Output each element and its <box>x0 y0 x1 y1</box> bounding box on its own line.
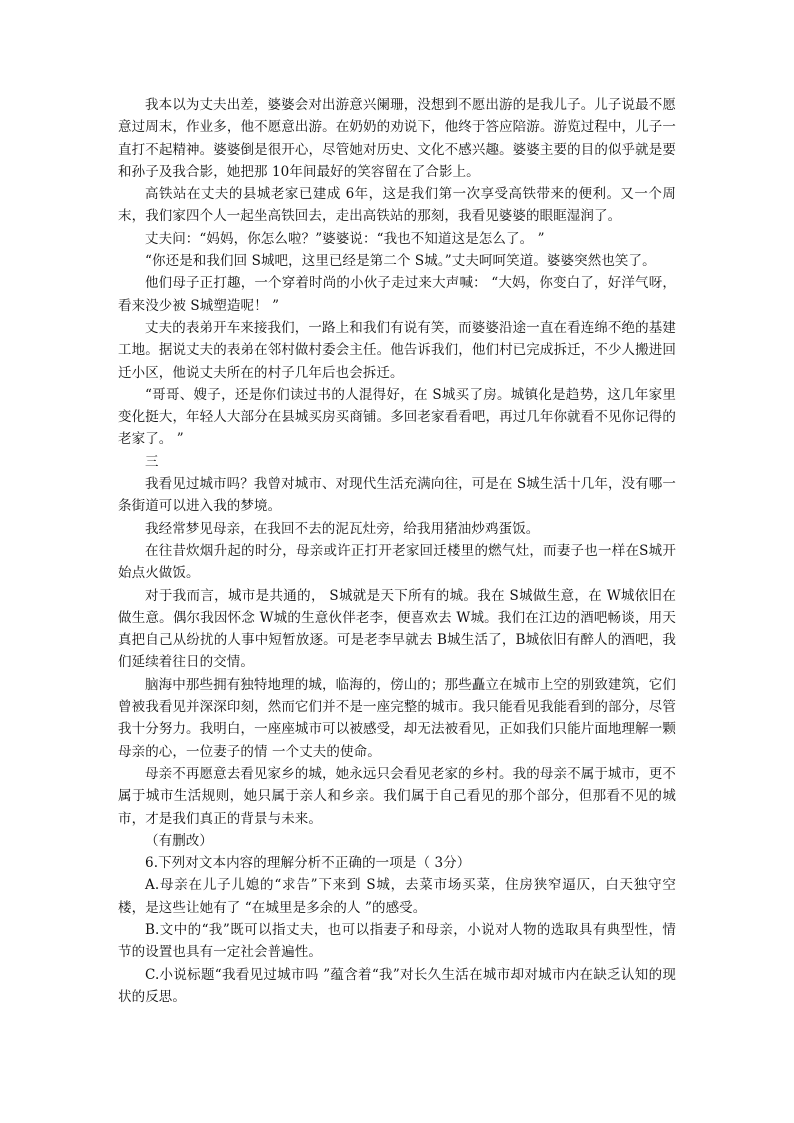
document-page <box>118 94 676 1008</box>
option-a: A.母亲在儿子儿媳的“求告”下来到 S城，去菜市场买菜，住房狭窄逼仄，白天独守空楼，是这些让她有了 “在城里是多余的人 ”的感受。 <box>118 877 676 916</box>
paragraph-12: 脑海中那些拥有独特地理的城，临海的，傍山的；那些矗立在城市上空的别致建筑，它们曾被我看见并深深印刻，然而它们并不是一座完整的城市。我只能看见我能看到的部分，尽管我十分努力。我明白，一座座城市可以被感受，却无法被看见，正如我们只能片面地理解一颗母亲的心，一位妻子的情 一个丈夫的使命。 <box>118 676 676 760</box>
option-c: C.小说标题“我看见过城市吗 ”蕴含着“我”对长久生活在城市却对城市内在缺乏认知的现状的反思。 <box>118 966 676 1005</box>
section-heading: 三 <box>145 453 159 470</box>
question-stem: 6.下列对文本内容的理解分析不正确的一项是（ 3分） <box>145 855 471 872</box>
paragraph-6: 丈夫的表弟开车来接我们，一路上和我们有说有笑，而婆婆沿途一直在看连绵不绝的基建工地。据说丈夫的表弟在邻村做村委会主任。他告诉我们，他们村已完成拆迁，不少人搬进回迁小区，他说丈夫所在的村子几年后也会拆迁。 <box>118 319 676 381</box>
paragraph-13: 母亲不再愿意去看见家乡的城，她永远只会看见老家的乡村。我的母亲不属于城市，更不属于城市生活规则，她只属于亲人和乡亲。我们属于自己看见的那个部分，但那看不见的城市，才是我们真正的背景与未来。 <box>118 765 676 827</box>
paragraph-4: “你还是和我们回 S城吧，这里已经是第二个 S城。”丈夫呵呵笑道。婆婆突然也笑了。 <box>145 253 656 270</box>
source-note: （有删改） <box>145 832 213 849</box>
paragraph-1: 我本以为丈夫出差，婆婆会对出游意兴阑珊，没想到不愿出游的是我儿子。儿子说最不愿意过周末，作业多，他不愿意出游。在奶奶的劝说下，他终于答应陪游。游览过程中，儿子一直打不起精神。婆婆倒是很开心，尽管她对历史、文化不感兴趣。婆婆主要的目的似乎就是要和孙子及我合影，她把那 10年间最好的笑容留在了合影上。 <box>118 97 676 180</box>
paragraph-11: 对于我而言，城市是共通的， S城就是天下所有的城。我在 S城做生意，在 W城依旧在做生意。偶尔我因怀念 W城的生意伙伴老李，便喜欢去 W城。我们在江边的酒吧畅谈，用天真把自己从纷扰的人事中短暂放逐。可是老李早就去 B城生活了，B城依旧有醉人的酒吧，我们延续着往日的交情。 <box>118 587 676 671</box>
option-b: B.文中的“我”既可以指丈夫，也可以指妻子和母亲，小说对人物的选取具有典型性，情节的设置也具有一定社会普遍性。 <box>118 921 676 961</box>
paragraph-8: 我看见过城市吗？我曾对城市、对现代生活充满向往，可是在 S城生活十几年，没有哪一条街道可以进入我的梦境。 <box>118 476 676 515</box>
paragraph-3: 丈夫问：“妈妈，你怎么啦？”婆婆说：“我也不知道这是怎么了。 ” <box>145 230 545 247</box>
paragraph-5: 他们母子正打趣，一个穿着时尚的小伙子走过来大声喊： “大妈，你变白了，好洋气呀，看来没少被 S城塑造呢！ ” <box>118 275 676 314</box>
paragraph-10: 在往昔炊烟升起的时分，母亲或许正打开老家回迁楼里的燃气灶，而妻子也一样在S城开始点火做饭。 <box>118 542 676 582</box>
paragraph-2: 高铁站在丈夫的县城老家已建成 6年，这是我们第一次享受高铁带来的便利。又一个周末，我们家四个人一起坐高铁回去，走出高铁站的那刻，我看见婆婆的眼眶湿润了。 <box>118 186 676 225</box>
paragraph-9: 我经常梦见母亲，在我回不去的泥瓦灶旁，给我用猪油炒鸡蛋饭。 <box>145 520 540 537</box>
paragraph-7: “哥哥、嫂子，还是你们读过书的人混得好，在 S城买了房。城镇化是趋势，这几年家里变化挺大，年轻人大部分在县城买房买商铺。多回老家看看吧，再过几年你就看不见你记得的老家了。 ” <box>118 386 676 448</box>
